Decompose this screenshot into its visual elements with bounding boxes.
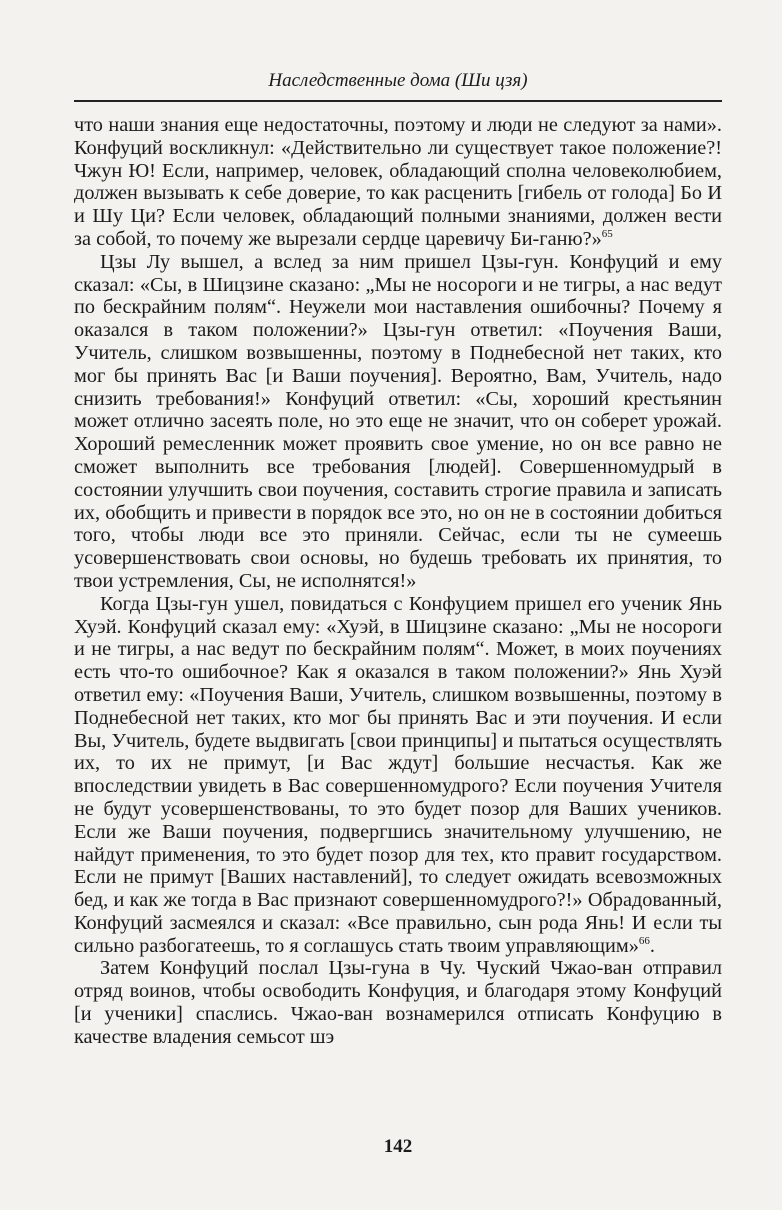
paragraph-text: что наши знания еще недостаточны, поэтому и люди не следуют за нами». Конфуций воскликнул: «Действительно ли существует такое положение?! Чжун Ю! Если, например, человек, обладающий сполна человеколюбием, должен вызывать к себе доверие, то как расценить [гибель от голода] Бо И и Шу Ци? Если человек, обладающий полными знаниями, должен вести за собой, то почему же вырезали сердце царевичу Би-ганю?» — [74, 114, 722, 250]
paragraph-text: Цзы Лу вышел, а вслед за ним пришел Цзы-гун. Конфуций и ему сказал: «Сы, в Шицзине сказано: „Мы не носороги и не тигры, а нас ведут по бескрайним полям“. Неужели мои наставления ошибочны? Почему я оказался в таком положении?» Цзы-гун ответил: «Поучения Ваши, Учитель, слишком возвышенны, поэтому в Поднебесной нет таких, кто мог бы принять Вас [и Ваши поучения]. Вероятно, Вам, Учитель, надо снизить требования!» Конфуций ответил: «Сы, хороший крестьянин может отлично засеять поле, но это еще не значит, что он соберет урожай. Хороший ремесленник может проявить свое умение, но он все равно не сможет выполнить все требования [людей]. Совершенномудрый в состоянии улучшить свои поучения, составить строгие правила и записать их, обобщить и привести в порядок все это, но он не в состоянии добиться того, чтобы люди все это приняли. Сейчас, если ты не сумеешь усовершенствовать свои основы, но будешь требовать их принятия, то твои устремления, Сы, не исполнятся!» — [74, 250, 722, 592]
paragraph-text: Затем Конфуций послал Цзы-гуна в Чу. Чуский Чжао-ван отправил отряд воинов, чтобы освободить Конфуция, и благодаря этому Конфуций [и ученики] спаслись. Чжао-ван вознамерился отписать Конфуцию в качестве владения семьсот шэ — [74, 957, 722, 1048]
paragraph — [74, 114, 722, 251]
body-text — [74, 114, 722, 1049]
footnote-ref: 66 — [638, 934, 650, 947]
header-rule — [74, 100, 722, 102]
page-number: 142 — [383, 1136, 413, 1157]
paragraph — [74, 251, 722, 593]
footnote-ref: 65 — [601, 228, 613, 241]
paragraph — [74, 593, 722, 958]
paragraph-tail: . — [649, 934, 655, 957]
paragraph-text: Когда Цзы-гун ушел, повидаться с Конфуцием пришел его ученик Янь Хуэй. Конфуций сказал ему: «Хуэй, в Шицзине сказано: „Мы не носороги и не тигры, а нас ведут по бескрайним полям“. Может, в моих поучениях есть что-то ошибочное? Как я оказался в таком положении?» Янь Хуэй ответил ему: «Поучения Ваши, Учитель, слишком возвышенны, поэтому в Поднебесной нет таких, кто мог бы принять Вас и эти поучения. И если Вы, Учитель, будете выдвигать [свои принципы] и пытаться осуществлять их, то их не примут, [и Вас ждут] большие несчастья. Как же впоследствии увидеть в Вас совершенномудрого? Если поучения Учителя не будут усовершенствованы, то это будет позор для Ваших учеников. Если же Ваши поучения, подвергшись значительному улучшению, не найдут применения, то это будет позор для тех, кто правит государством. Если не примут [Ваших наставлений], то следует ожидать всевозможных бед, и как же тогда в Вас признают совершенномудрого?!» Обрадованный, Конфуций засмеялся и сказал: «Все правильно, сын рода Янь! И если ты сильно разбогатеешь, то я соглашусь стать твоим управляющим» — [74, 592, 722, 957]
paragraph — [74, 957, 722, 1048]
running-title: Наследственные дома (Ши цзя) — [268, 70, 528, 91]
